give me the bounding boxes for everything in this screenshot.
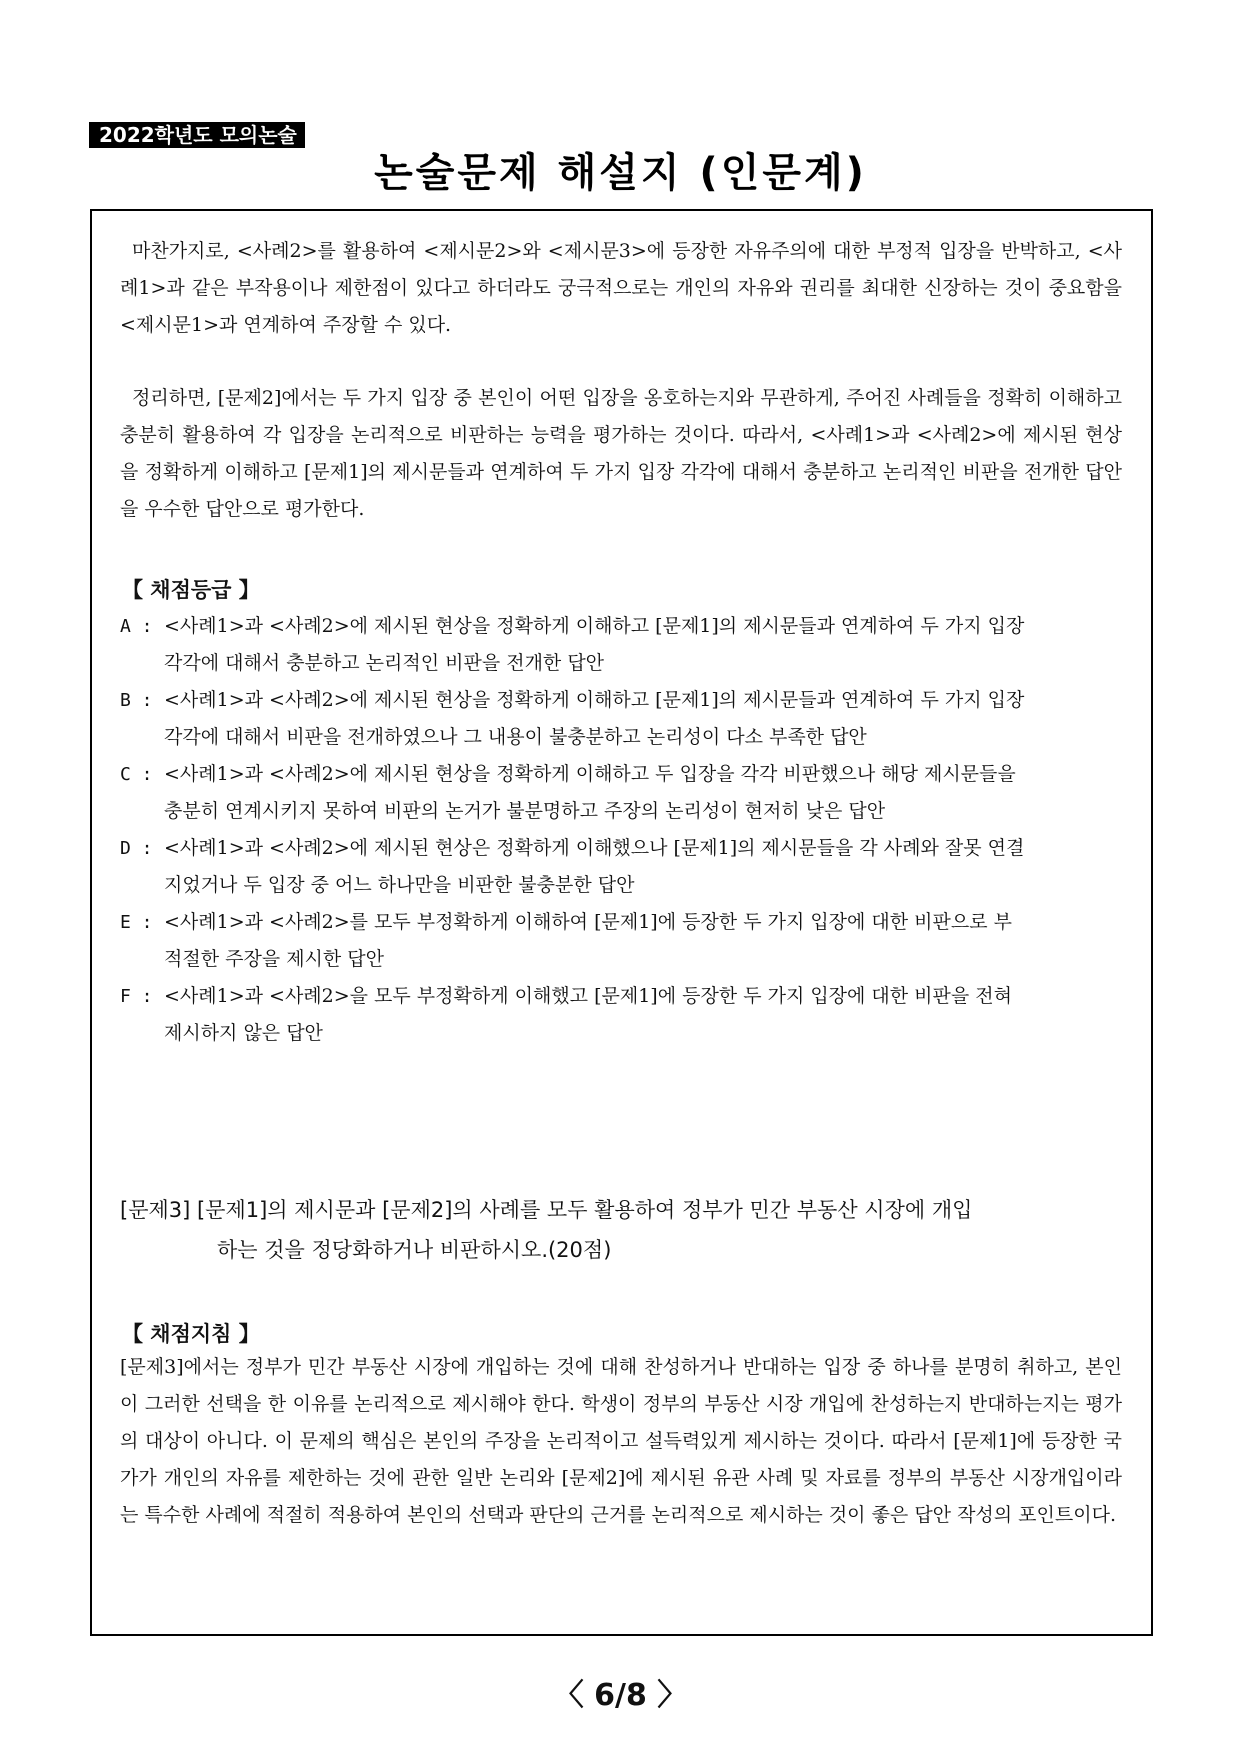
grade-text (164, 978, 1122, 1052)
paragraph-1: 마찬가지로, <사례2>를 활용하여 <제시문2>와 <제시문3>에 등장한 자유주의에 대한 부정적 입장을 반박하고, <사례1>과 같은 부작용이나 제한점이 있다고 하더라도 궁극적으로는 개인의 자유와 권리를 최대한 신장하는 것이 중요함을 <제시문1>과 연계하여 주장할 수 있다. (120, 240, 1122, 336)
grade-line-1: <사례1>과 <사례2>에 제시된 현상을 정확하게 이해하고 [문제1]의 제시문들과 연계하여 두 가지 입장 (164, 689, 1025, 711)
paragraph-3: [문제3]에서는 정부가 민간 부동산 시장에 개입하는 것에 대해 찬성하거나 반대하는 입장 중 하나를 분명히 취하고, 본인이 그러한 선택을 한 이유를 논리적으로 제시해야 한다. 학생이 정부의 부동산 시장 개입에 찬성하는지 반대하는지는 평가의 대상이 아니다. 이 문제의 핵심은 본인의 주장을 논리적이고 설득력있게 제시하는 것이다. 따라서 [문제1]에 등장한 국가가 개인의 자유를 제한하는 것에 관한 일반 논리와 [문제2]에 제시된 유관 사례 및 자료를 정부의 부동산 시장개입이라는 특수한 사례에 적절히 적용하여 본인의 선택과 판단의 근거를 논리적으로 제시하는 것이 좋은 답안 작성의 포인트이다. (120, 1356, 1122, 1526)
page-number: 〈 6/8 〉 (553, 1678, 688, 1713)
grade-line-2: 각각에 대해서 비판을 전개하였으나 그 내용이 불충분하고 논리성이 다소 부족한 답안 (164, 726, 867, 748)
grade-row-a (120, 608, 1122, 682)
grade-text (164, 904, 1122, 978)
grade-line-2: 적절한 주장을 제시한 답안 (164, 948, 385, 970)
grade-text (164, 830, 1122, 904)
grade-letter: E : (120, 912, 153, 933)
grade-line-2: 각각에 대해서 충분하고 논리적인 비판을 전개한 답안 (164, 652, 605, 674)
grade-row-d (120, 830, 1122, 904)
question-3 (120, 1190, 1130, 1270)
grade-line-1: <사례1>과 <사례2>에 제시된 현상을 정확하게 이해하고 [문제1]의 제시문들과 연계하여 두 가지 입장 (164, 615, 1025, 637)
grade-letter: B : (120, 690, 153, 711)
grade-line-1: <사례1>과 <사례2>를 모두 부정확하게 이해하여 [문제1]에 등장한 두 가지 입장에 대한 비판으로 부 (164, 911, 1012, 933)
grade-text (164, 756, 1122, 830)
grade-line-2: 지었거나 두 입장 중 어느 하나만을 비판한 불충분한 답안 (164, 874, 635, 896)
question-3-line-2: 하는 것을 정당화하거나 비판하시오.(20점) (217, 1238, 612, 1262)
grade-line-1: <사례1>과 <사례2>에 제시된 현상은 정확하게 이해했으나 [문제1]의 제시문들을 각 사례와 잘못 연결 (164, 837, 1025, 859)
grade-line-2: 제시하지 않은 답안 (164, 1022, 323, 1044)
grade-text (164, 682, 1122, 756)
grade-row-c (120, 756, 1122, 830)
grade-line-1: <사례1>과 <사례2>을 모두 부정확하게 이해했고 [문제1]에 등장한 두 가지 입장에 대한 비판을 전혀 (164, 985, 1012, 1007)
grade-row-f (120, 978, 1122, 1052)
grade-letter: C : (120, 764, 153, 785)
grade-row-e (120, 904, 1122, 978)
question-3-line-1: [문제3] [문제1]의 제시문과 [문제2]의 사례를 모두 활용하여 정부가 민간 부동산 시장에 개입 (120, 1198, 973, 1222)
criteria-title: 【 채점지침 】 (122, 1322, 260, 1346)
paragraph-2: 정리하면, [문제2]에서는 두 가지 입장 중 본인이 어떤 입장을 옹호하는지와 무관하게, 주어진 사례들을 정확히 이해하고 충분히 활용하여 각 입장을 논리적으로 비판하는 능력을 평가하는 것이다. 따라서, <사례1>과 <사례2>에 제시된 현상을 정확하게 이해하고 [문제1]의 제시문들과 연계하여 두 가지 입장 각각에 대해서 충분하고 논리적인 비판을 전개한 답안을 우수한 답안으로 평가한다. (120, 387, 1122, 520)
page-title: 논술문제 해설지 (인문계) (374, 150, 867, 196)
grade-row-b (120, 682, 1122, 756)
grade-line-1: <사례1>과 <사례2>에 제시된 현상을 정확하게 이해하고 두 입장을 각각 비판했으나 해당 제시문들을 (164, 763, 1016, 785)
grade-line-2: 충분히 연계시키지 못하여 비판의 논거가 불분명하고 주장의 논리성이 현저히 낮은 답안 (164, 800, 886, 822)
exam-year-tag: 2022학년도 모의논술 (89, 122, 305, 148)
grade-list (120, 608, 1122, 1052)
grade-text (164, 608, 1122, 682)
grade-letter: D : (120, 838, 153, 859)
grade-letter: F : (120, 986, 153, 1007)
grading-title: 【 채점등급 】 (122, 578, 260, 602)
grade-letter: A : (120, 616, 153, 637)
